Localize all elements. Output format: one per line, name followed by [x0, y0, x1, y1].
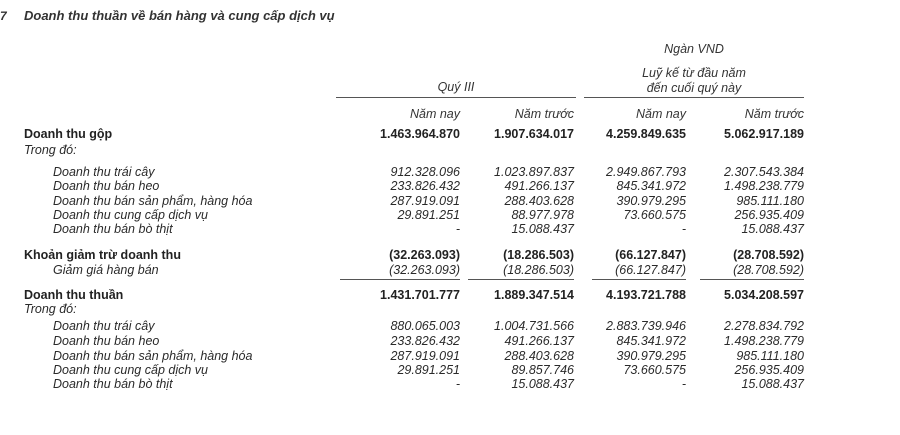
table-row — [0, 349, 900, 363]
cell-value: 73.660.575 — [623, 208, 686, 222]
deductions-underline-2 — [468, 279, 574, 280]
cell-value: 880.065.003 — [390, 319, 460, 333]
cell-value: 491.266.137 — [504, 179, 574, 193]
section-number: 7 — [0, 9, 7, 23]
row-label: Doanh thu trái cây — [53, 319, 155, 333]
cumulative-header-underline — [584, 97, 804, 98]
row-label: Doanh thu cung cấp dịch vụ — [53, 208, 208, 222]
cell-value: - — [455, 377, 460, 391]
col-header-cum-last-year: Năm trước — [744, 107, 804, 121]
cell-value: 1.889.347.514 — [494, 288, 574, 302]
row-label: Doanh thu cung cấp dịch vụ — [53, 363, 208, 377]
cell-value: 390.979.295 — [616, 194, 686, 208]
cell-value: 2.883.739.946 — [606, 319, 686, 333]
row-label: Trong đó: — [24, 302, 77, 316]
row-label: Doanh thu bán sản phẩm, hàng hóa — [53, 349, 253, 363]
cell-value: 29.891.251 — [397, 208, 460, 222]
cell-value: 912.328.096 — [390, 165, 460, 179]
cell-value: 88.977.978 — [511, 208, 574, 222]
quarter-header-underline — [336, 97, 576, 98]
table-row — [0, 377, 900, 391]
table-row — [0, 194, 900, 208]
cell-value: 4.193.721.788 — [606, 288, 686, 302]
cumulative-header-line2: đến cuối quý này — [646, 81, 742, 95]
cell-value: 233.826.432 — [390, 334, 460, 348]
row-label: Giảm giá hàng bán — [53, 263, 159, 277]
table-row — [0, 127, 900, 141]
col-header-cum-this-year: Năm nay — [635, 107, 686, 121]
cell-value: 89.857.746 — [511, 363, 574, 377]
cell-value: 73.660.575 — [623, 363, 686, 377]
row-label: Khoản giảm trừ doanh thu — [24, 248, 181, 262]
cell-value: 1.431.701.777 — [380, 288, 460, 302]
table-row — [0, 263, 900, 277]
cell-value: 15.088.437 — [511, 377, 574, 391]
cell-value: - — [681, 222, 686, 236]
col-header-q-this-year: Năm nay — [409, 107, 460, 121]
table-row — [0, 222, 900, 236]
cell-value: 1.907.634.017 — [494, 127, 574, 141]
cell-value: 256.935.409 — [734, 208, 804, 222]
row-label: Doanh thu thuần — [24, 288, 124, 302]
cell-value: (28.708.592) — [733, 263, 804, 277]
cell-value: 985.111.180 — [736, 349, 804, 363]
cell-value: 1.498.238.779 — [724, 179, 804, 193]
currency-unit: Ngàn VND — [664, 42, 724, 56]
cell-value: (18.286.503) — [503, 263, 574, 277]
row-label: Doanh thu trái cây — [53, 165, 155, 179]
cell-value: - — [455, 222, 460, 236]
cell-value: 15.088.437 — [511, 222, 574, 236]
cell-value: 256.935.409 — [734, 363, 804, 377]
cell-value: (18.286.503) — [503, 248, 574, 262]
table-row — [0, 319, 900, 333]
cell-value: (28.708.592) — [733, 248, 804, 262]
cell-value: 15.088.437 — [741, 377, 804, 391]
cell-value: 845.341.972 — [616, 334, 686, 348]
row-label: Trong đó: — [24, 143, 77, 157]
cell-value: 5.062.917.189 — [724, 127, 804, 141]
cell-value: 1.004.731.566 — [494, 319, 574, 333]
cumulative-header — [584, 66, 804, 96]
cell-value: 2.278.834.792 — [724, 319, 804, 333]
cell-value: 1.463.964.870 — [380, 127, 460, 141]
table-row — [0, 288, 900, 302]
cell-value: 287.919.091 — [390, 194, 460, 208]
cell-value: (66.127.847) — [615, 248, 686, 262]
row-label: Doanh thu bán heo — [53, 179, 160, 193]
table-row — [0, 179, 900, 193]
quarter-header: Quý III — [437, 80, 475, 94]
cell-value: (32.263.093) — [389, 263, 460, 277]
table-row — [0, 248, 900, 262]
cell-value: 2.307.543.384 — [724, 165, 804, 179]
cell-value: 845.341.972 — [616, 179, 686, 193]
cell-value: 5.034.208.597 — [724, 288, 804, 302]
col-header-q-last-year: Năm trước — [514, 107, 574, 121]
cell-value: 1.023.897.837 — [494, 165, 574, 179]
cell-value: 491.266.137 — [504, 334, 574, 348]
cell-value: 2.949.867.793 — [606, 165, 686, 179]
row-label: Doanh thu bán sản phẩm, hàng hóa — [53, 194, 253, 208]
cell-value: 288.403.628 — [504, 194, 574, 208]
cell-value: 390.979.295 — [616, 349, 686, 363]
cell-value: (66.127.847) — [615, 263, 686, 277]
cell-value: 1.498.238.779 — [724, 334, 804, 348]
cell-value: 985.111.180 — [736, 194, 804, 208]
cell-value: 29.891.251 — [397, 363, 460, 377]
table-row — [0, 363, 900, 377]
row-label: Doanh thu bán bò thịt — [53, 377, 173, 391]
cumulative-header-line1: Luỹ kế từ đầu năm — [642, 66, 746, 80]
table-row — [0, 165, 900, 179]
table-row — [0, 143, 900, 157]
cell-value: 15.088.437 — [741, 222, 804, 236]
deductions-underline-3 — [592, 279, 686, 280]
section-title: Doanh thu thuần về bán hàng và cung cấp dịch vụ — [24, 8, 335, 23]
deductions-underline-1 — [340, 279, 460, 280]
table-row — [0, 334, 900, 348]
table-row — [0, 208, 900, 222]
cell-value: (32.263.093) — [389, 248, 460, 262]
row-label: Doanh thu gộp — [24, 127, 113, 141]
deductions-underline-4 — [700, 279, 804, 280]
table-row — [0, 302, 900, 316]
cell-value: 233.826.432 — [390, 179, 460, 193]
cell-value: 4.259.849.635 — [606, 127, 686, 141]
row-label: Doanh thu bán heo — [53, 334, 160, 348]
cell-value: 287.919.091 — [390, 349, 460, 363]
cell-value: - — [681, 377, 686, 391]
cell-value: 288.403.628 — [504, 349, 574, 363]
row-label: Doanh thu bán bò thịt — [53, 222, 173, 236]
